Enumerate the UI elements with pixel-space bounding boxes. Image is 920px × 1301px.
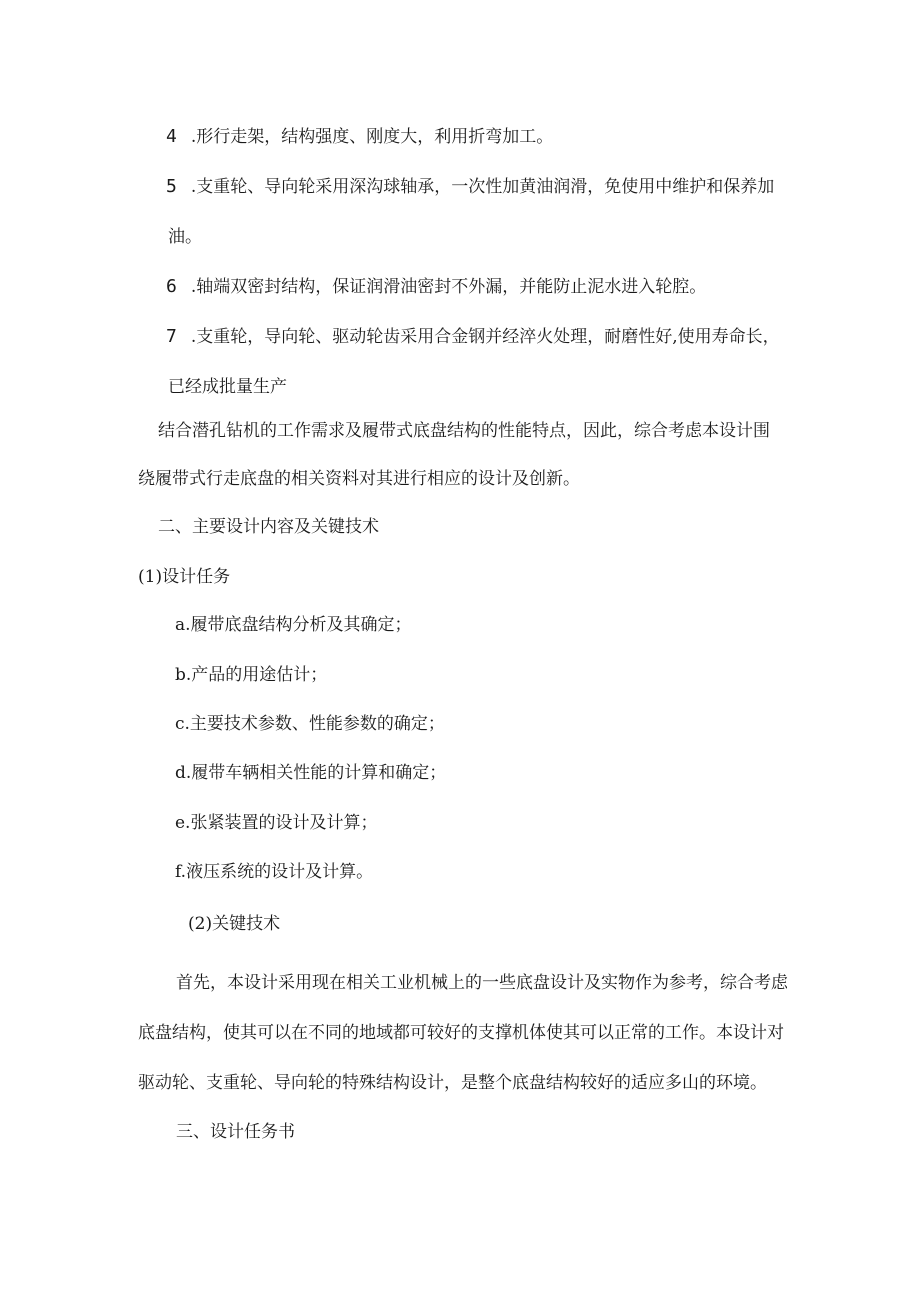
summary-line-1: 结合潜孔钻机的工作需求及履带式底盘结构的性能特点，因此，综合考虑本设计围 <box>158 421 770 441</box>
item-text: .轴端双密封结构，保证润滑油密封不外漏，并能防止泥水进入轮腔。 <box>190 277 707 297</box>
item-number: 7 <box>166 326 177 347</box>
item-number: 4 <box>166 126 177 147</box>
task-item-c: c.主要技术参数、性能参数的确定； <box>175 714 445 734</box>
list-item-6 <box>166 276 706 298</box>
item-number: 5 <box>166 176 177 197</box>
key-paragraph-line-3: 驱动轮、支重轮、导向轮的特殊结构设计，是整个底盘结构较好的适应多山的环境。 <box>138 1073 767 1093</box>
item-number: 6 <box>166 276 177 297</box>
task-item-d: d.履带车辆相关性能的计算和确定； <box>175 763 447 783</box>
key-heading: (2)关键技术 <box>188 914 281 934</box>
task-item-e: e.张紧装置的设计及计算； <box>175 813 378 833</box>
summary-line-2: 绕履带式行走底盘的相关资料对其进行相应的设计及创新。 <box>138 469 580 489</box>
key-paragraph-line-2: 底盘结构，使其可以在不同的地域都可较好的支撑机体使其可以正常的工作。本设计对 <box>138 1023 784 1043</box>
task-item-a: a.履带底盘结构分析及其确定； <box>175 615 412 635</box>
item-text: .支重轮，导向轮、驱动轮齿采用合金钢并经淬火处理，耐磨性好,使用寿命长， <box>190 327 780 347</box>
task-heading: (1)设计任务 <box>138 567 231 587</box>
list-item-7-continuation: 已经成批量生产 <box>168 377 287 397</box>
list-item-7 <box>166 326 780 348</box>
task-item-b: b.产品的用途估计； <box>175 665 328 685</box>
list-item-4 <box>166 126 553 148</box>
list-item-5-continuation: 油。 <box>168 227 202 247</box>
item-text: .形行走架，结构强度、刚度大，利用折弯加工。 <box>190 127 554 147</box>
section-3-heading: 三、设计任务书 <box>176 1122 295 1142</box>
item-text: .支重轮、导向轮采用深沟球轴承，一次性加黄油润滑，免使用中维护和保养加 <box>190 177 775 197</box>
task-item-f: f.液压系统的设计及计算。 <box>175 862 374 882</box>
section-2-heading: 二、主要设计内容及关键技术 <box>158 517 379 537</box>
key-paragraph-line-1: 首先，本设计采用现在相关工业机械上的一些底盘设计及实物作为参考，综合考虑 <box>176 973 788 993</box>
list-item-5 <box>166 176 774 198</box>
